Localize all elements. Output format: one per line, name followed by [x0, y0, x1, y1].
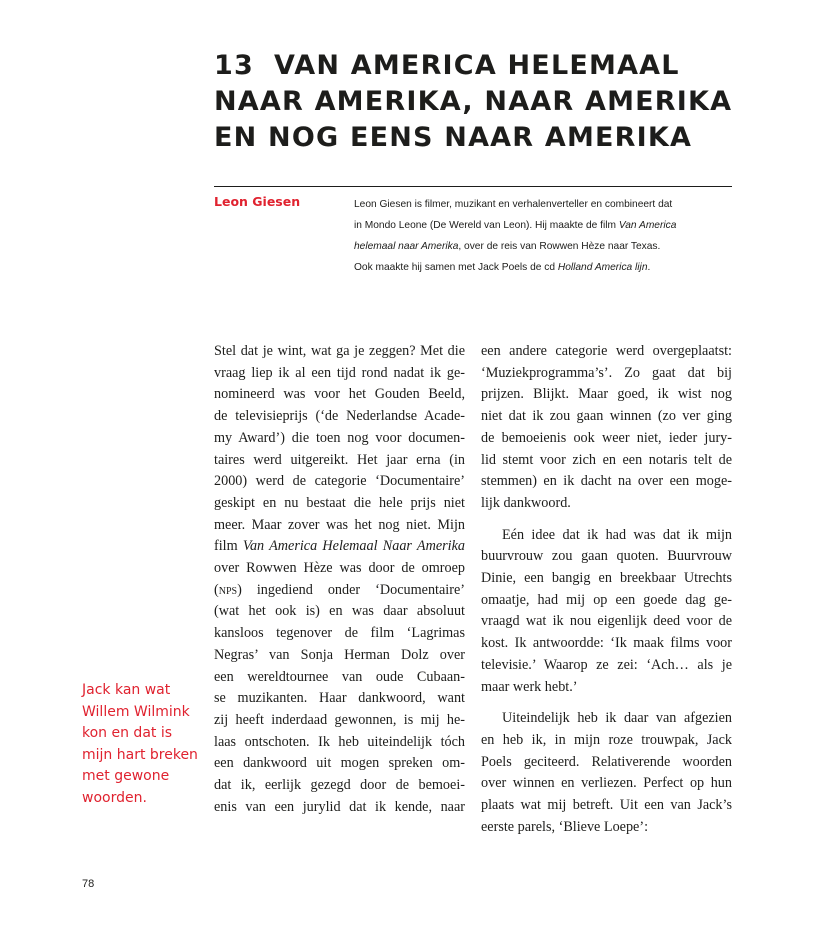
text-line: eerste parels, ‘Blieve Loepe’:: [481, 818, 649, 835]
chapter-number: 13: [214, 50, 254, 81]
text-line: vraagd wat ik nou eigenlijk deed voor de: [481, 613, 732, 630]
bio-line: helemaal naar Amerika, over de reis van Rowwen Hèze naar Texas.: [354, 241, 661, 252]
pull-quote: [82, 680, 212, 809]
text-line: niet dat ik zou gaan winnen (zo ver ging: [481, 408, 732, 425]
text-line: 2000) werd de categorie ‘Documentaire’: [214, 473, 465, 490]
cd-title: Holland America lijn: [557, 262, 648, 273]
text-line: dat ik, eerlijk gezegd door de bemoei-: [214, 777, 465, 794]
text-line: se muzikanten. Haar dankwoord, want: [214, 690, 465, 707]
header-rule: [214, 186, 732, 187]
film-title: Van America Helemaal Naar Amerika: [242, 538, 465, 555]
text-line: stemmen) en ik dacht na over een moge-: [481, 473, 732, 490]
text-line: Eén idee dat ik had was dat ik mijn: [502, 526, 732, 543]
author-bio: [354, 194, 734, 278]
bio-line: in Mondo Leone (De Wereld van Leon). Hij maakte de film Van America: [354, 220, 677, 231]
text-line: (nps) ingediend onder ‘Documentaire’: [214, 581, 465, 598]
text-line: en heb ik, in mijn roze trouwpak, Jack: [481, 731, 732, 748]
text-line: een wereldtournee van oude Cubaan-: [214, 668, 465, 685]
text-line: geskipt en nu bestaat die hele prijs niet: [214, 494, 465, 511]
text-line: Uiteindelijk heb ik daar van afgezien: [502, 710, 732, 727]
text-line: de bemoeienis ook weer niet, ieder jury-: [481, 429, 732, 446]
bio-line: Ook maakte hij samen met Jack Poels de cd Holland America lijn.: [354, 262, 651, 273]
film-title: helemaal naar Amerika: [354, 241, 459, 252]
text-line: Negras’ van Sonja Herman Dolz over: [214, 646, 465, 663]
text-line: een andere categorie werd overgeplaatst:: [481, 343, 732, 359]
title-line-3: EN NOG EENS NAAR AMERIKA: [214, 122, 693, 153]
text-line: Poels geciteerd. Relativerende woorden: [481, 753, 732, 770]
text-line: lid stemt voor zich en een notaris telt de: [481, 451, 732, 468]
pull-quote-line: Willem Wilmink: [82, 703, 190, 720]
text-line: nomineerd was voor het Gouden Beeld,: [214, 386, 465, 403]
text-line: over Rowwen Hèze was door de omroep: [214, 560, 465, 577]
text-line: lijk dankwoord.: [481, 494, 571, 511]
text-line: prijzen. Blijkt. Maar goed, ik wist nog: [481, 386, 732, 403]
text-line: ‘Muziekprogramma’s’. Zo gaat dat bij: [481, 364, 732, 381]
text-line: een dankwoord uit mogen spreken om-: [214, 755, 465, 772]
text-line: taires werd uitgereikt. Het jaar erna (in: [214, 451, 465, 468]
text-line: my Award’) die toen nog voor documen-: [214, 429, 465, 446]
text-line: (wat het ook is) en was daar absoluut: [214, 603, 465, 620]
author-name: Leon Giesen: [214, 194, 301, 209]
broadcaster-abbr: nps: [218, 581, 238, 598]
page-number: 78: [82, 878, 95, 890]
chapter-title: [214, 48, 774, 156]
text-line: meer. Maar zover was het nog niet. Mijn: [214, 516, 465, 533]
text-line: laas ontschoten. Ik heb uiteindelijk tóch: [214, 733, 465, 750]
text-line: Dinie, een bangig en breekbaar Utrechts: [481, 570, 732, 587]
bio-line: Leon Giesen is filmer, muzikant en verhalenverteller en combineert dat: [354, 199, 673, 210]
pull-quote-line: met gewone: [82, 768, 170, 784]
pull-quote-line: mijn hart breken: [82, 746, 198, 763]
text-line: over winnen en verliezen. Perfect op hun: [481, 775, 732, 792]
text-line: kansloos tegenover de film ‘Lagrimas: [214, 625, 465, 642]
pull-quote-line: kon en dat is: [82, 725, 173, 741]
text-line: buurvrouw zou gaan quoten. Buurvrouw: [481, 548, 732, 565]
title-line-2: NAAR AMERIKA, NAAR AMERIKA: [214, 86, 733, 117]
text-line: Stel dat je wint, wat ga je zeggen? Met die: [214, 343, 465, 359]
pull-quote-line: Jack kan wat: [82, 682, 171, 698]
text-line: plaats wat mij betreft. Uit een van Jack’s: [481, 797, 732, 814]
text-line: omaatje, had mij op een goede dag ge-: [481, 591, 732, 608]
text-line: zij heeft inderdaad gewonnen, is mij he-: [214, 711, 465, 728]
text-line: televisie.’ Waarop ze zei: ‘Ach… als je: [481, 656, 732, 673]
text-line: maar werk hebt.’: [481, 678, 578, 695]
text-line: kost. Ik antwoordde: ‘Ik maak films voor: [481, 635, 732, 652]
body-column-1: [214, 341, 465, 818]
film-title: Van America: [618, 220, 677, 231]
text-line: film Van America Helemaal Naar Amerika: [214, 538, 465, 555]
title-line-1: 13 VAN AMERICA HELEMAAL: [214, 48, 774, 84]
text-line: vraag liep ik al een tijd rond nadat ik ge-: [214, 364, 465, 381]
pull-quote-line: woorden.: [82, 789, 147, 806]
text-line: enis van een jurylid dat ik kende, naar: [214, 798, 465, 815]
body-column-2: [481, 341, 732, 838]
text-line: de televisieprijs (‘de Nederlandse Acade-: [214, 408, 465, 425]
